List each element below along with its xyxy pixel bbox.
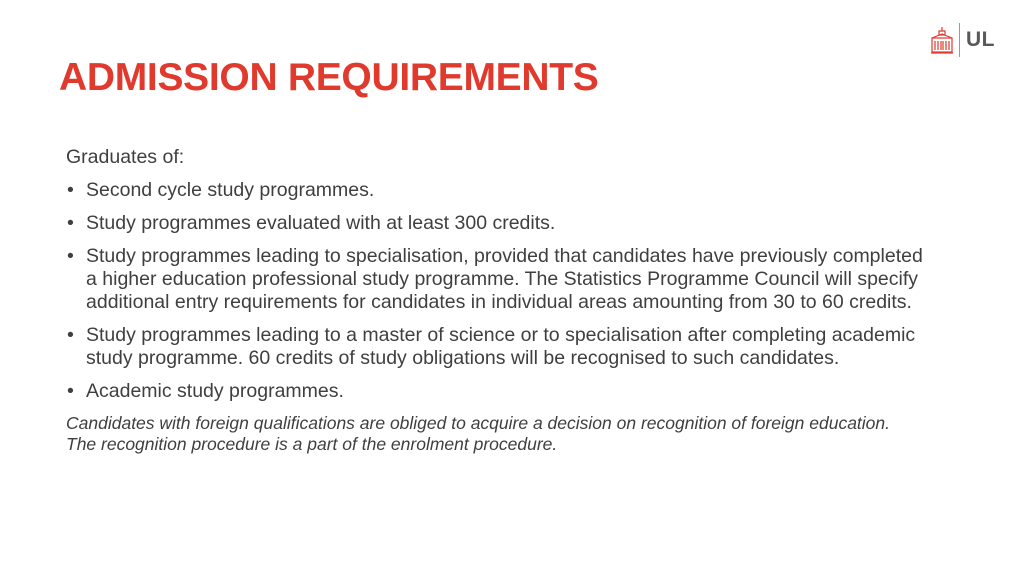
slide-content [66,146,936,455]
list-item-text: Study programmes leading to specialisation, provided that candidates have previously completed a higher education professional study programme. The Statistics Programme Council will specify additional entry requirements for candidates in individual areas amounting from 30 to 60 credits. [86,245,923,313]
logo-text: UL [966,28,995,51]
list-item-text: Study programmes evaluated with at least 300 credits. [86,212,556,234]
logo-divider [959,23,960,57]
list-item-text: Academic study programmes. [86,380,344,402]
list-item [66,324,936,370]
list-item [66,245,936,314]
bullet-icon: • [67,380,74,402]
requirements-list [66,179,936,403]
list-item [66,179,936,202]
list-item-text: Second cycle study programmes. [86,179,375,201]
page-title: ADMISSION REQUIREMENTS [59,56,599,99]
university-building-icon [930,25,954,55]
list-item [66,380,936,403]
bullet-icon: • [67,324,74,346]
bullet-icon: • [67,179,74,201]
foreign-qualifications-note: Candidates with foreign qualifications are obliged to acquire a decision on recognition of foreign education. The recognition procedure is a part of the enrolment procedure. [66,413,891,454]
bullet-icon: • [67,245,74,267]
university-logo [930,22,995,58]
list-item [66,212,936,235]
list-item-text: Study programmes leading to a master of science or to specialisation after completing academic study programme. 60 credits of study obligations will be recognised to such candidates. [86,324,916,369]
intro-text: Graduates of: [66,146,185,168]
bullet-icon: • [67,212,74,234]
